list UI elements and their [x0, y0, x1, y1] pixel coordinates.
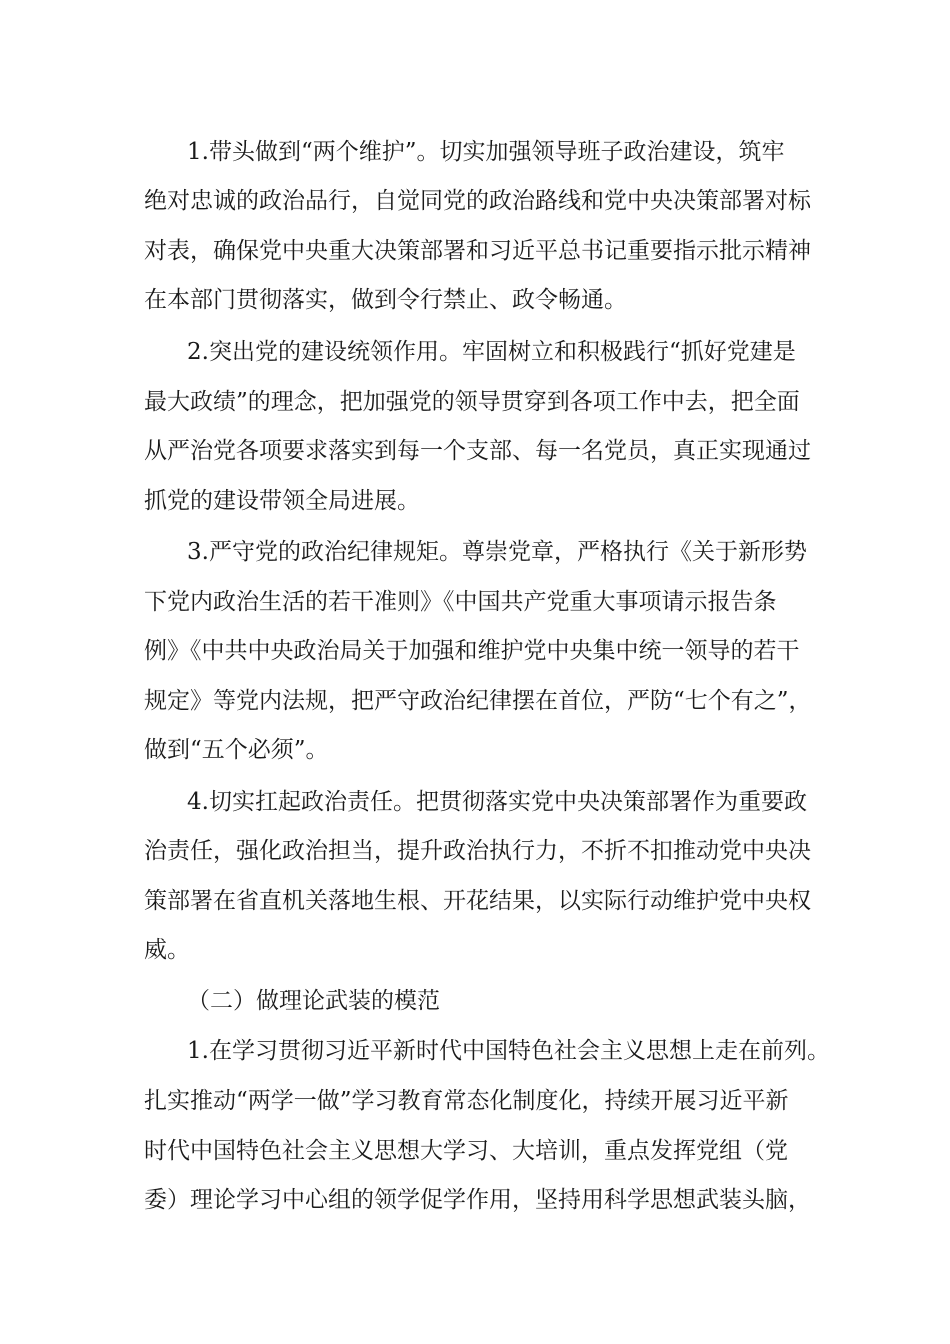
paragraph-5-line-4: 委）理论学习中心组的领学促学作用，坚持用科学思想武装头脑， [144, 1187, 811, 1213]
paragraph-4-line-4: 威。 [144, 937, 190, 963]
paragraph-3-line-3: 例》《中共中央政治局关于加强和维护党中央集中统一领导的若干 [144, 638, 800, 664]
paragraph-3-line-5: 做到“五个必须”。 [144, 737, 329, 763]
paragraph-1-line-2: 绝对忠诚的政治品行，自觉同党的政治路线和党中央决策部署对标 [144, 188, 811, 214]
paragraph-2-line-3: 从严治党各项要求落实到每一个支部、每一名党员，真正实现通过 [144, 438, 811, 464]
paragraph-5-line-3: 时代中国特色社会主义思想大学习、大培训，重点发挥党组（党 [144, 1138, 788, 1164]
paragraph-2-line-2: 最大政绩”的理念，把加强党的领导贯穿到各项工作中去，把全面 [144, 389, 800, 415]
paragraph-4-line-3: 策部署在省直机关落地生根、开花结果，以实际行动维护党中央权 [144, 888, 811, 914]
paragraph-5-line-2: 扎实推动“两学一做”学习教育常态化制度化，持续开展习近平新 [144, 1088, 789, 1114]
paragraph-1-line-3: 对表，确保党中央重大决策部署和习近平总书记重要指示批示精神 [144, 238, 811, 264]
paragraph-2-line-4: 抓党的建设带领全局进展。 [144, 488, 420, 514]
paragraph-4-line-2: 治责任，强化政治担当，提升政治执行力，不折不扣推动党中央决 [144, 838, 811, 864]
section-heading: （二）做理论武装的模范 [187, 988, 440, 1014]
paragraph-4-line-1: 4.切实扛起政治责任。把贯彻落实党中央决策部署作为重要政 [187, 789, 807, 815]
paragraph-1-line-1: 1.带头做到“两个维护”。切实加强领导班子政治建设，筑牢 [187, 139, 785, 165]
paragraph-3-line-2: 下党内政治生活的若干准则》《中国共产党重大事项请示报告条 [144, 589, 777, 615]
paragraph-3-line-4: 规定》等党内法规，把严守政治纪律摆在首位，严防“七个有之”， [144, 688, 812, 714]
paragraph-2-line-1: 2.突出党的建设统领作用。牢固树立和积极践行“抓好党建是 [187, 339, 796, 365]
paragraph-5-line-1: 1.在学习贯彻习近平新时代中国特色社会主义思想上走在前列。 [187, 1038, 830, 1064]
paragraph-1-line-4: 在本部门贯彻落实，做到令行禁止、政令畅通。 [144, 287, 627, 313]
paragraph-3-line-1: 3.严守党的政治纪律规矩。尊崇党章，严格执行《关于新形势 [187, 539, 807, 565]
